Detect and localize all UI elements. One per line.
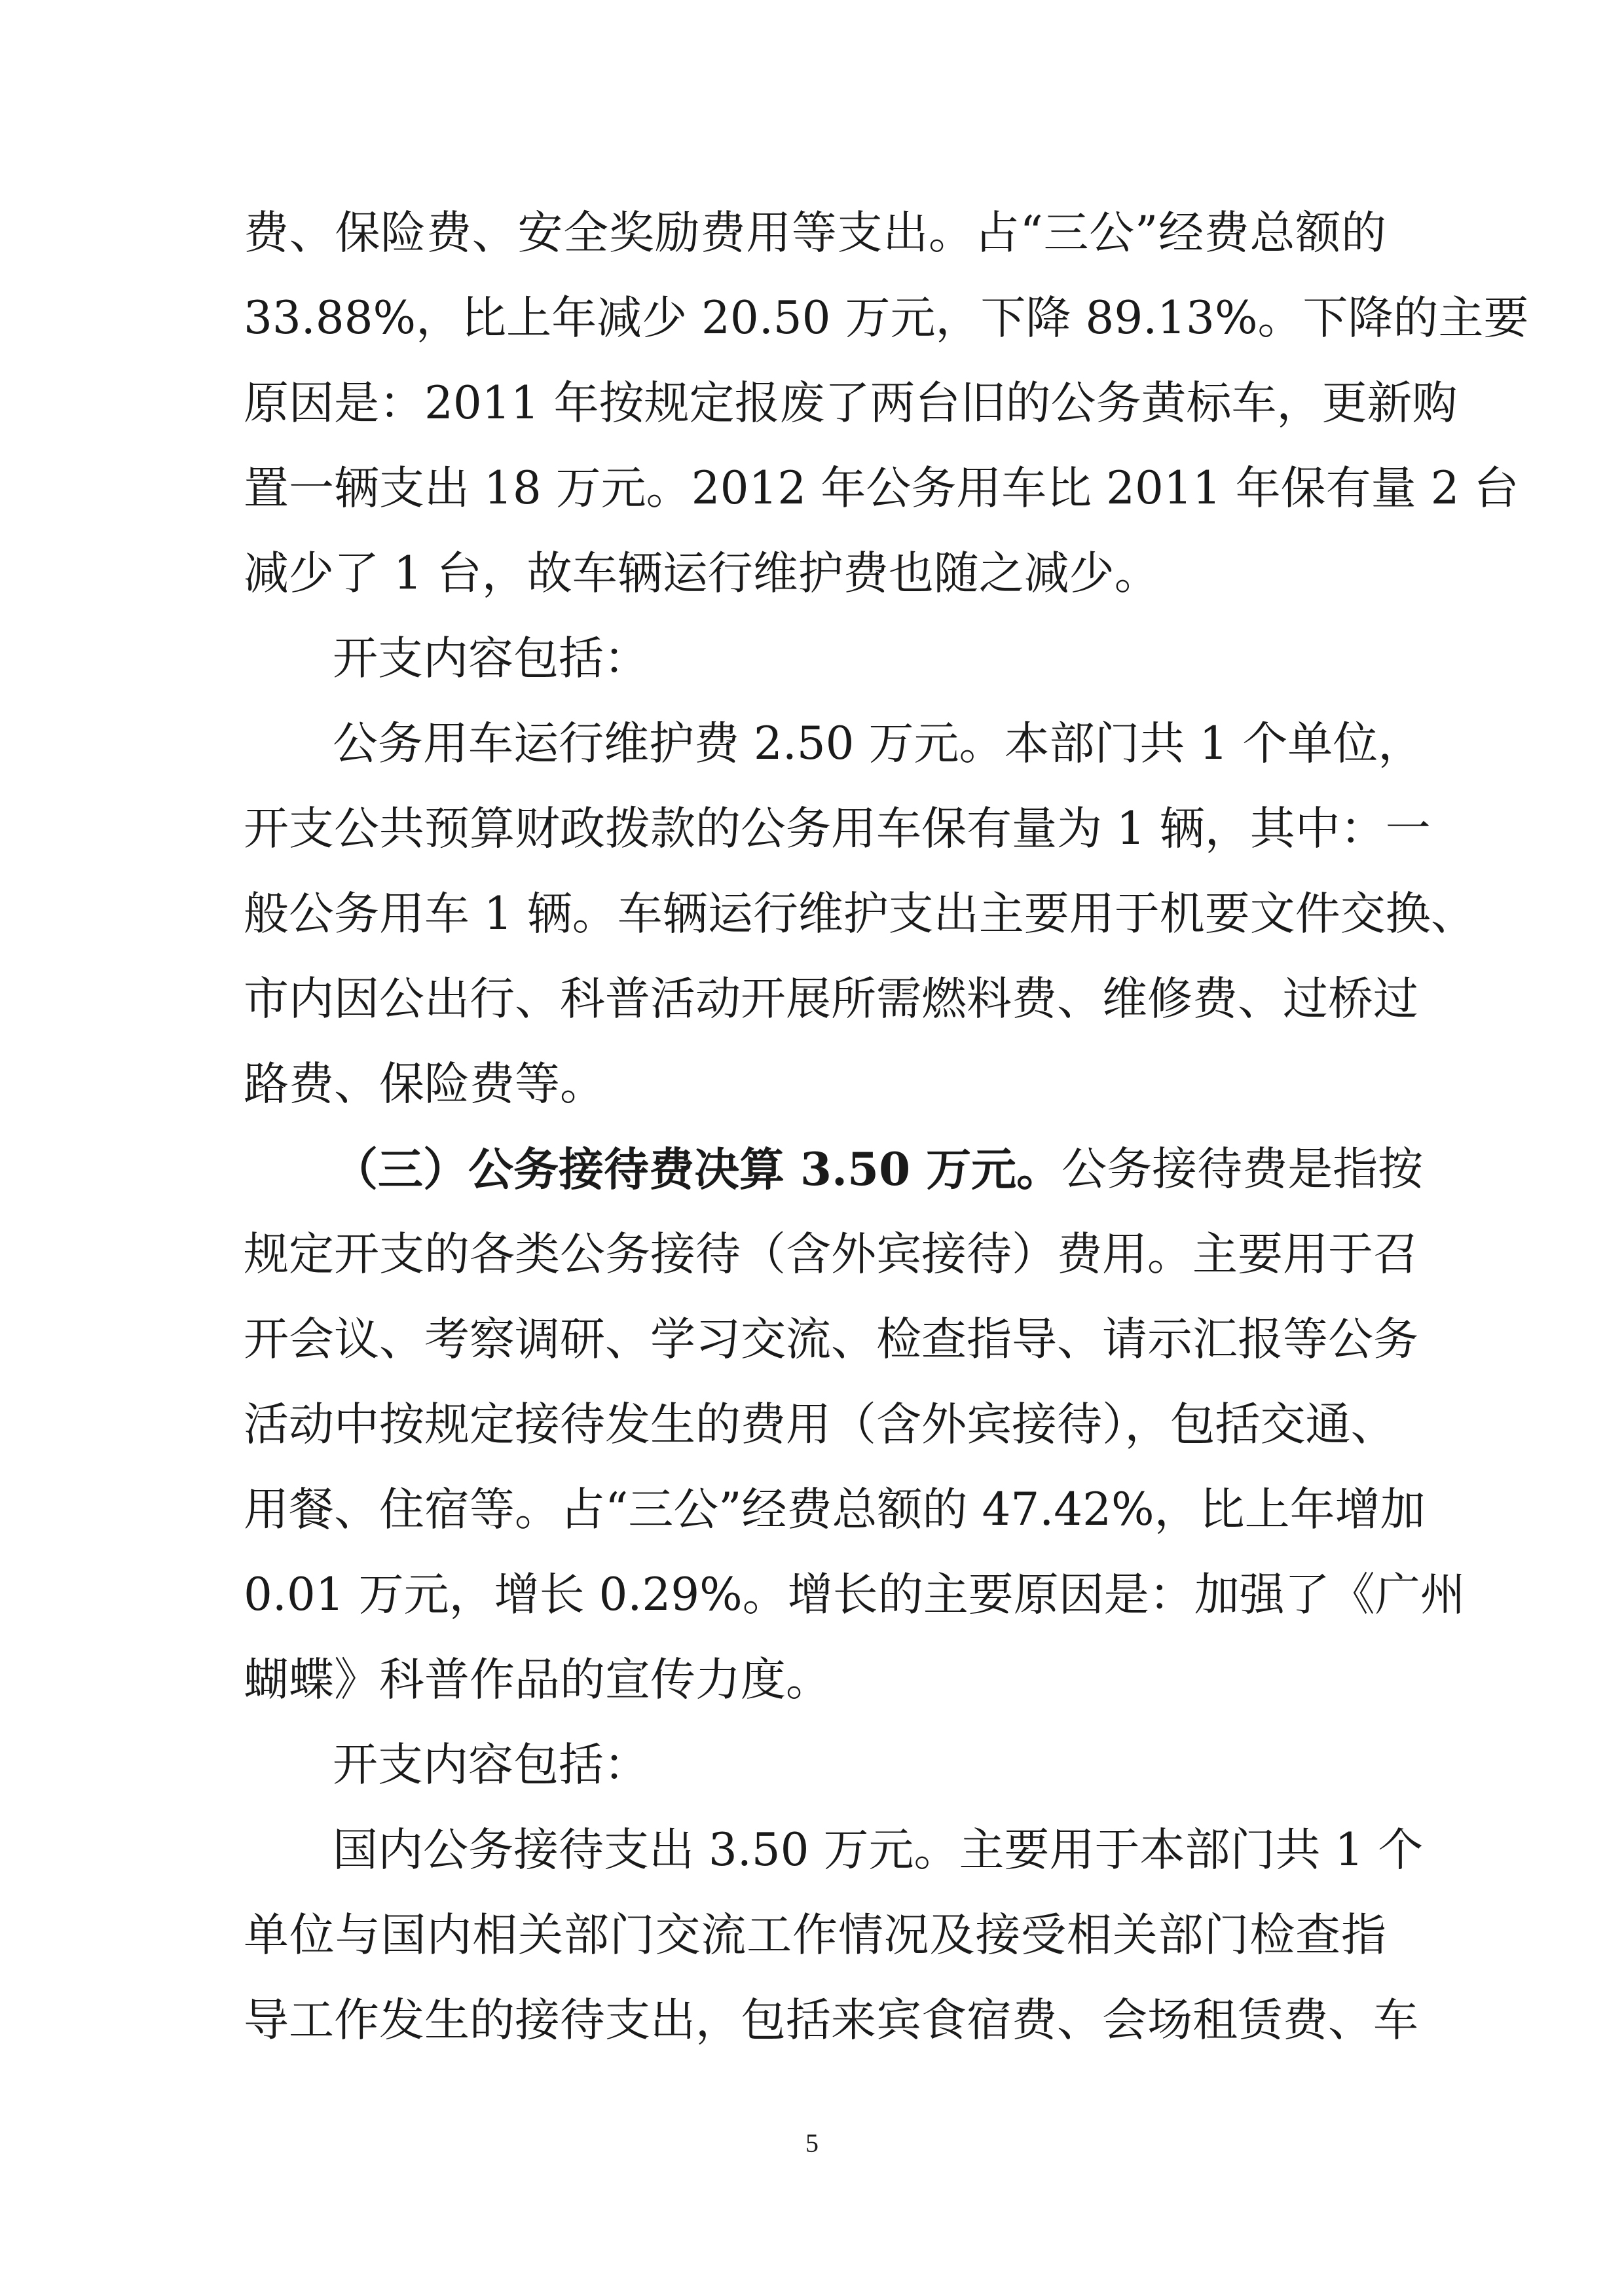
- text-line: 0.01 万元，增长 0.29%。增长的主要原因是：加强了《广州: [244, 1569, 1466, 1621]
- text-line: 路费、保险费等。: [244, 1058, 605, 1110]
- text-line: 用餐、住宿等。占“三公”经费总额的 47.42%，比上年增加: [244, 1484, 1426, 1536]
- text-line: 减少了 1 台，故车辆运行维护费也随之减少。: [244, 547, 1160, 600]
- section-heading: （三）公务接待费决算 3.50 万元。: [333, 1143, 1062, 1196]
- text-line: 般公务用车 1 辆。车辆运行维护支出主要用于机要文件交换、: [244, 888, 1476, 940]
- text-line: 开会议、考察调研、学习交流、检查指导、请示汇报等公务: [244, 1313, 1418, 1366]
- text-line: 活动中按规定接待发生的费用（含外宾接待），包括交通、: [244, 1398, 1396, 1451]
- text-line: 开支公共预算财政拨款的公务用车保有量为 1 辆，其中：一: [244, 803, 1431, 855]
- text-line: 规定开支的各类公务接待（含外宾接待）费用。主要用于召: [244, 1228, 1418, 1281]
- text-line: 费、保险费、安全奖励费用等支出。占“三公”经费总额的: [244, 207, 1386, 259]
- text-line: 导工作发生的接待支出，包括来宾食宿费、会场租赁费、车: [244, 1994, 1418, 2047]
- text-line: 市内因公出行、科普活动开展所需燃料费、维修费、过桥过: [244, 973, 1418, 1025]
- text-line: 33.88%，比上年减少 20.50 万元，下降 89.13%。下降的主要: [244, 292, 1529, 344]
- text-line: 开支内容包括：: [333, 1739, 649, 1791]
- section-heading-tail: 公务接待费是指按: [1061, 1143, 1424, 1195]
- section-heading-line: [333, 1143, 1424, 1196]
- text-line: 置一辆支出 18 万元。2012 年公务用车比 2011 年保有量 2 台: [244, 462, 1519, 515]
- text-line: 国内公务接待支出 3.50 万元。主要用于本部门共 1 个: [333, 1824, 1424, 1876]
- text-line: 单位与国内相关部门交流工作情况及接受相关部门检查指: [244, 1909, 1386, 1961]
- text-line: 公务用车运行维护费 2.50 万元。本部门共 1 个单位，: [333, 718, 1424, 770]
- text-line: 蝴蝶》科普作品的宣传力度。: [244, 1654, 831, 1706]
- page-number: 5: [805, 2128, 819, 2158]
- text-line: 开支内容包括：: [333, 632, 649, 685]
- text-line: 原因是：2011 年按规定报废了两台旧的公务黄标车，更新购: [244, 377, 1458, 429]
